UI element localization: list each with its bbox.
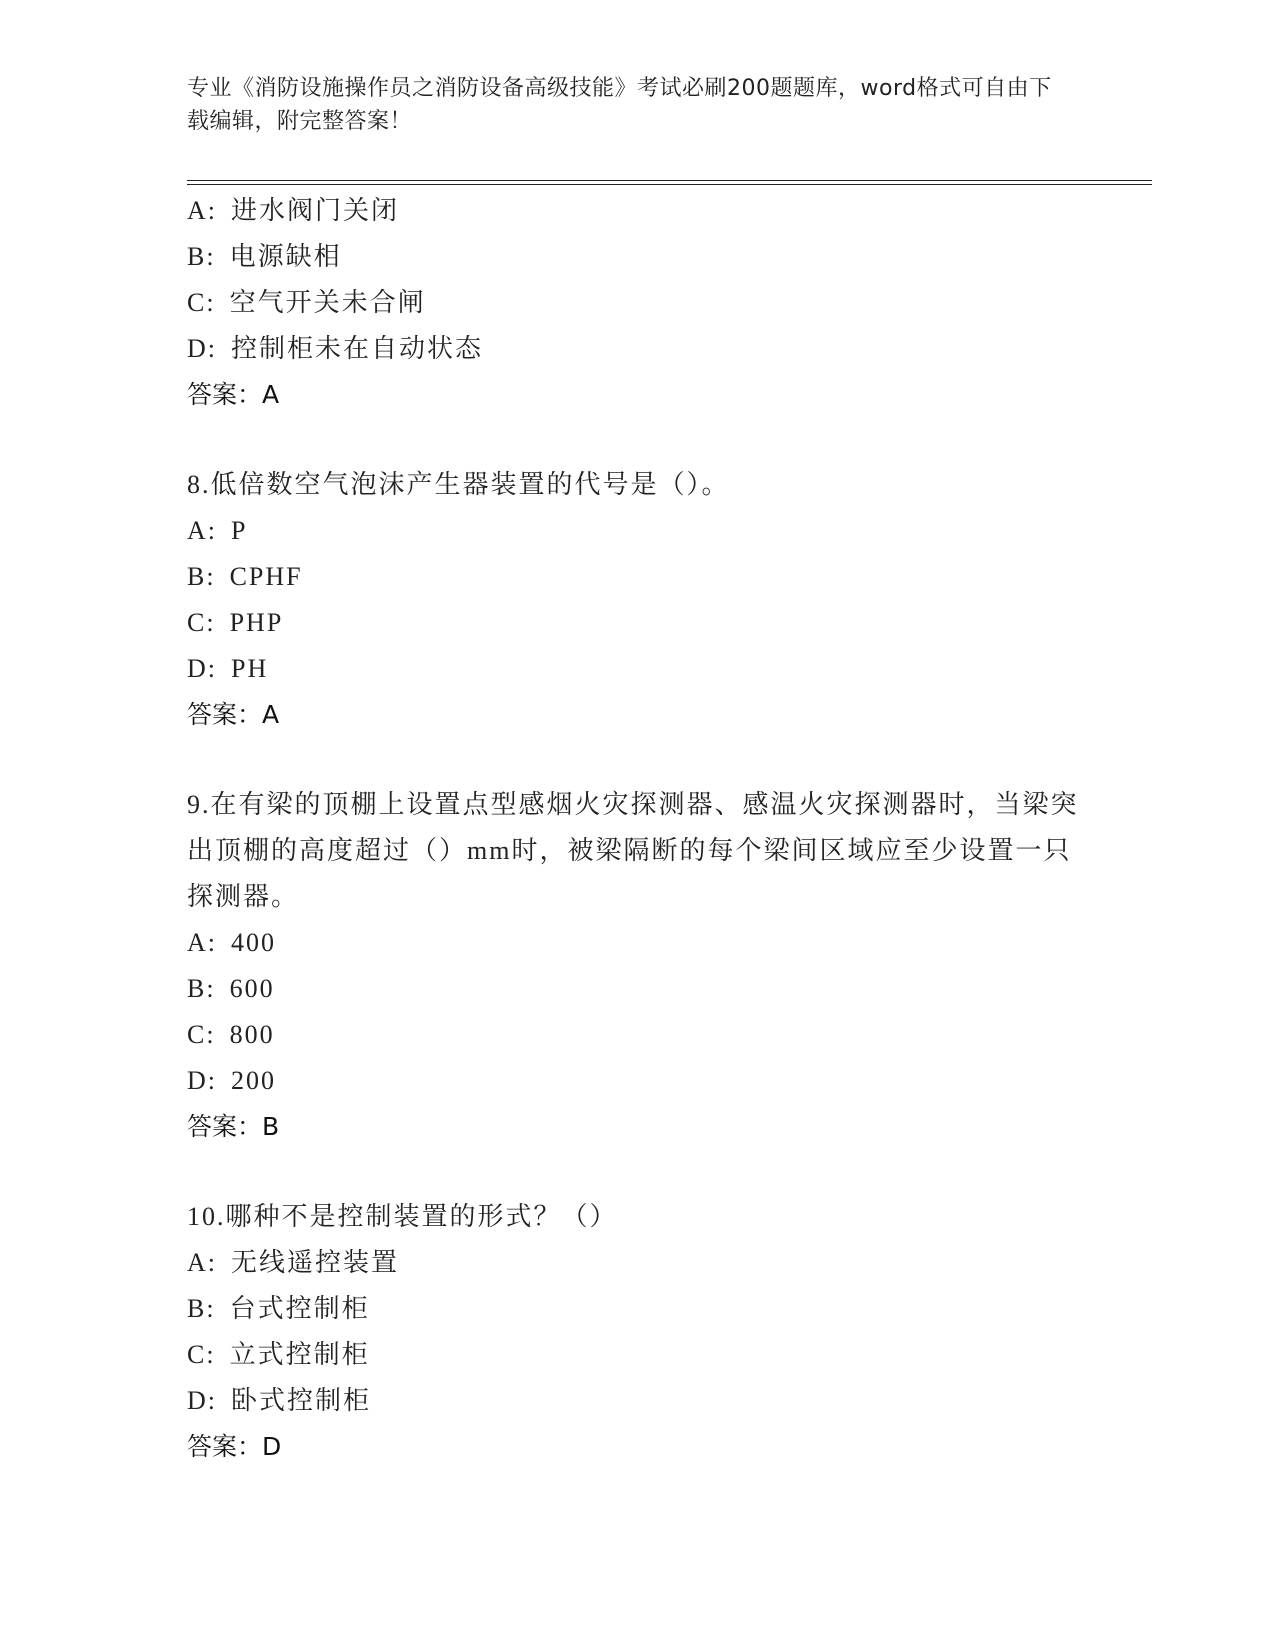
question-block-9 [187,782,1087,1150]
question-list [187,188,1087,1470]
option-label: A: [187,516,217,545]
option-label: B: [187,1294,216,1323]
answer-line: 答案：A [187,380,280,409]
answer-line: 答案：B [187,1112,280,1141]
option-text: 800 [229,1020,275,1049]
option-text: 立式控制柜 [229,1340,370,1369]
option-label: B: [187,242,216,271]
header-divider-bottom [187,184,1152,185]
question-stem: 9.在有梁的顶棚上设置点型感烟火灾探测器、感温火灾探测器时，当梁突出顶棚的高度超过（）mm时，被梁隔断的每个梁间区域应至少设置一只探测器。 [187,790,1079,911]
option-text: 400 [231,928,276,957]
option-a [187,508,1087,554]
question-stem: 8.低倍数空气泡沫产生器装置的代号是（）。 [187,470,730,499]
answer-line: 答案：D [187,1432,282,1461]
option-d [187,646,1087,692]
option-text: PH [231,654,269,683]
question-block-8 [187,462,1087,738]
header-divider-top [187,180,1152,181]
option-label: C: [187,288,216,317]
option-label: C: [187,1020,216,1049]
option-label: A: [187,196,217,225]
option-b [187,1286,1087,1332]
option-text: 台式控制柜 [229,1294,370,1323]
option-a [187,188,1087,234]
option-text: PHP [229,608,284,637]
option-text: 进水阀门关闭 [231,196,400,225]
question-stem: 10.哪种不是控制装置的形式？（） [187,1202,618,1231]
option-text: CPHF [229,562,303,591]
option-b [187,234,1087,280]
option-text: 控制柜未在自动状态 [231,334,484,363]
option-label: D: [187,1066,217,1095]
option-label: C: [187,1340,216,1369]
option-label: B: [187,562,216,591]
question-block-partial [187,188,1087,418]
option-d [187,1058,1087,1104]
option-c [187,1332,1087,1378]
option-text: 无线遥控装置 [231,1248,400,1277]
answer-line: 答案：A [187,700,280,729]
option-c [187,280,1087,326]
option-label: D: [187,654,217,683]
option-d [187,1378,1087,1424]
option-text: 卧式控制柜 [231,1386,372,1415]
option-text: 600 [229,974,275,1003]
option-d [187,326,1087,372]
question-block-10 [187,1194,1087,1470]
option-a [187,920,1087,966]
option-label: D: [187,334,217,363]
option-label: A: [187,1248,217,1277]
option-b [187,554,1087,600]
option-text: 电源缺相 [229,242,342,271]
option-label: B: [187,974,216,1003]
option-text: P [231,516,248,545]
option-b [187,966,1087,1012]
option-a [187,1240,1087,1286]
option-text: 空气开关未合闸 [229,288,426,317]
option-label: D: [187,1386,217,1415]
option-label: C: [187,608,216,637]
option-label: A: [187,928,217,957]
option-text: 200 [231,1066,276,1095]
document-header: 专业《消防设施操作员之消防设备高级技能》考试必刷200题题库，word格式可自由下载编辑，附完整答案！ [187,76,1052,134]
option-c [187,600,1087,646]
option-c [187,1012,1087,1058]
